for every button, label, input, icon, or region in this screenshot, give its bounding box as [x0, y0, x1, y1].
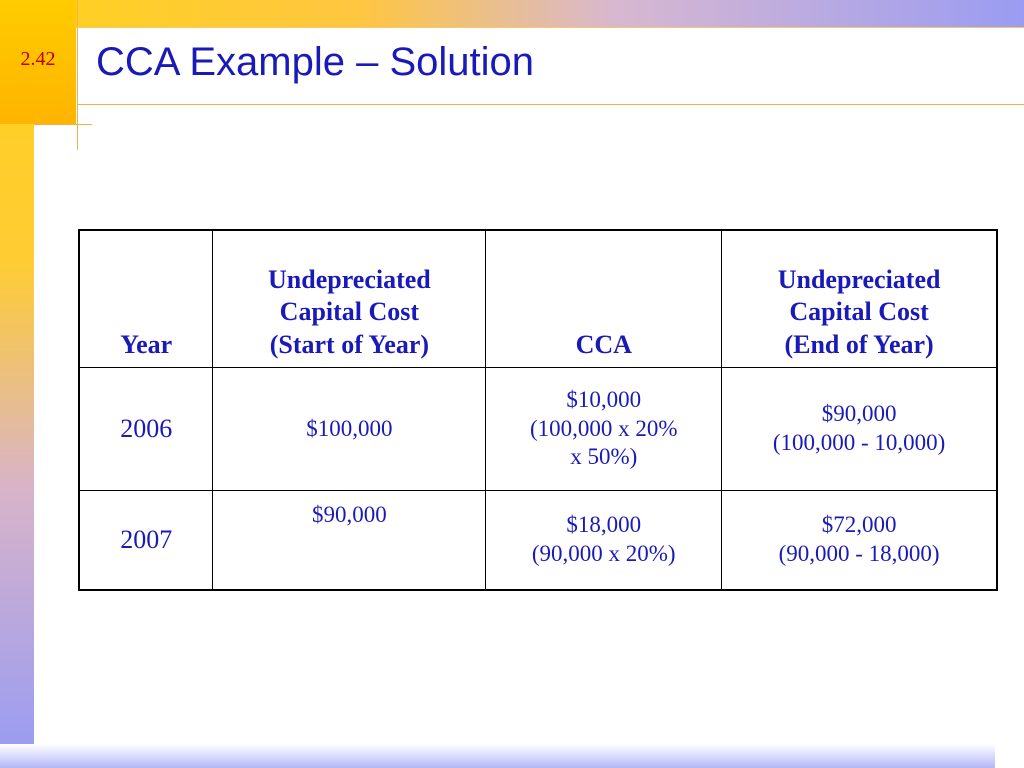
cell-cca-amount: $10,000 [566, 386, 642, 412]
header-ucc-start-line1: Undepreciated [268, 264, 431, 294]
table-row [79, 368, 997, 491]
title-frame-bottom-line [77, 104, 1024, 105]
top-gradient-band [0, 0, 1024, 28]
slide-number: 2.42 [20, 48, 56, 70]
header-year [79, 230, 213, 368]
cell-ucc-end [722, 491, 997, 591]
cell-cca [486, 491, 722, 591]
title-frame-vertical-line [77, 0, 78, 150]
header-cca-label: CCA [575, 329, 632, 359]
cell-ucc-end [722, 368, 997, 491]
bottom-gradient-band [0, 744, 995, 768]
cell-year [79, 368, 213, 491]
cell-year-value: 2006 [120, 413, 173, 443]
header-ucc-end [722, 230, 997, 368]
cell-cca-calc-line1: (100,000 x 20% [529, 415, 678, 441]
cell-ucc-end-amount: $90,000 [821, 401, 897, 427]
cell-ucc-end-calc: (100,000 - 10,000) [772, 430, 946, 455]
title-frame-top-line [77, 27, 1024, 28]
cell-year-value: 2007 [120, 524, 173, 554]
header-ucc-start-line2: Capital Cost [279, 297, 420, 326]
slide-title: CCA Example – Solution [96, 40, 535, 84]
header-ucc-end-line2: Capital Cost [789, 297, 929, 326]
header-ucc-start-line3: (Start of Year) [269, 329, 430, 359]
cell-ucc-end-calc: (90,000 - 18,000) [778, 541, 940, 566]
table-body [79, 368, 997, 591]
table-row [79, 491, 997, 591]
header-cca [486, 230, 722, 368]
cell-year [79, 491, 213, 591]
slide-number-box [0, 0, 76, 124]
header-ucc-end-line3: (End of Year) [784, 329, 934, 359]
cell-cca [486, 368, 722, 491]
header-ucc-start [213, 230, 486, 368]
cell-ucc-start-value: $100,000 [306, 415, 393, 441]
cell-ucc-start-value: $90,000 [312, 502, 387, 527]
table-header [79, 230, 997, 368]
header-ucc-end-line1: Undepreciated [777, 264, 941, 294]
cell-ucc-end-amount: $72,000 [821, 512, 897, 538]
header-row [79, 230, 997, 368]
cell-ucc-start [213, 368, 486, 491]
cell-cca-calc-line2: x 50%) [570, 444, 638, 470]
cell-cca-calc-line1: (90,000 x 20%) [531, 541, 676, 566]
cell-cca-amount: $18,000 [566, 512, 642, 538]
title-frame-stub-line [34, 124, 92, 125]
cell-ucc-start [213, 491, 486, 591]
cca-table [78, 229, 998, 591]
header-year-label: Year [120, 329, 173, 359]
